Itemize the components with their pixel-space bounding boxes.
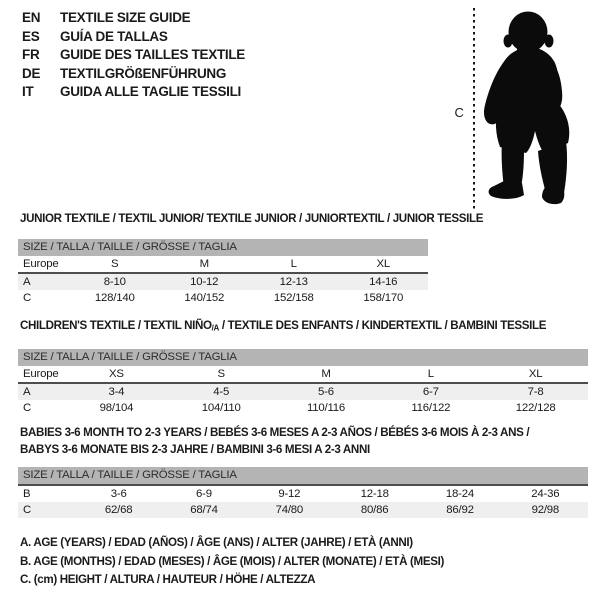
title-text: CHILDREN'S TEXTILE / TEXTIL NIÑO (20, 319, 212, 332)
size-band-label: SIZE / TALLA / TAILLE / GRÖSSE / TAGLIA (18, 239, 428, 256)
size-cell: 92/98 (503, 502, 588, 518)
size-cell: 5-6 (274, 383, 379, 400)
size-cell: 10-12 (160, 273, 250, 290)
language-row-it (22, 83, 245, 102)
size-cell: XL (376, 257, 391, 270)
size-band-row (18, 467, 588, 485)
size-cell: L (427, 367, 434, 380)
table-row (18, 256, 428, 273)
size-cell: 7-8 (483, 383, 588, 400)
table-row (18, 485, 588, 502)
table-row (18, 383, 588, 400)
row-label: A (18, 273, 70, 290)
language-code: ES (22, 28, 40, 44)
size-band-row (18, 239, 428, 256)
size-cell: 122/128 (515, 401, 556, 414)
footnote-a: A. AGE (YEARS) / EDAD (AÑOS) / ÂGE (ANS) / ALTER (JAHRE) / ETÀ (ANNI) (20, 536, 413, 549)
size-cell: 62/68 (76, 502, 161, 518)
language-code: IT (22, 84, 34, 99)
size-cell: 6-7 (378, 383, 483, 400)
size-cell: 8-10 (70, 273, 160, 290)
size-cell: M (199, 257, 209, 270)
title-subscript: /A (211, 323, 219, 333)
table-row (18, 366, 588, 383)
babies-textile-title (20, 424, 529, 458)
language-code: FR (22, 47, 40, 62)
size-cell: 104/110 (201, 401, 241, 414)
title-text: / TEXTILE DES ENFANTS / KINDERTEXTIL / BAMBINI TESSILE (218, 319, 547, 332)
row-label: C (18, 502, 76, 518)
table-row (18, 273, 428, 290)
footnote-b: B. AGE (MONTHS) / EDAD (MESES) / ÂGE (MOIS) / ALTER (MONATE) / ETÀ (MESI) (20, 554, 445, 568)
junior-size-table (18, 239, 428, 306)
height-dashed-line (473, 8, 475, 209)
size-cell: XL (528, 367, 543, 380)
row-label: Europe (23, 367, 59, 380)
toddler-silhouette-icon (480, 5, 595, 210)
language-row-es (22, 28, 245, 47)
size-band-row (18, 349, 588, 366)
title-line-1: BABIES 3-6 MONTH TO 2-3 YEARS / BEBÉS 3-6 MESES A 2-3 AÑOS / BÉBÉS 3-6 MOIS À 2-3 ANS / (20, 426, 530, 439)
size-cell: M (321, 367, 331, 380)
size-cell: L (290, 257, 297, 270)
babies-size-table (18, 467, 588, 518)
row-label: B (18, 485, 76, 502)
junior-textile-title: JUNIOR TEXTILE / TEXTIL JUNIOR/ TEXTILE JUNIOR / JUNIORTEXTIL / JUNIOR TESSILE (20, 212, 484, 225)
children-textile-title (20, 318, 546, 337)
language-code: DE (22, 65, 41, 81)
table-row (18, 502, 588, 518)
guide-title: GUIDA ALLE TAGLIE TESSILI (60, 84, 241, 99)
row-label: C (23, 291, 32, 304)
table-row (18, 290, 428, 306)
size-cell: 3-4 (64, 383, 169, 400)
size-cell: 24-36 (503, 485, 588, 502)
footnotes (20, 534, 444, 590)
row-label: Europe (23, 257, 59, 270)
row-label: A (18, 383, 64, 400)
size-cell: 80/86 (332, 502, 417, 518)
size-cell: 12-18 (332, 485, 417, 502)
size-cell: S (111, 257, 119, 270)
table-row (18, 400, 588, 416)
guide-title: GUIDE DES TAILLES TEXTILE (60, 47, 246, 62)
size-cell: 14-16 (339, 273, 429, 290)
language-row-fr (22, 46, 245, 65)
row-label: C (23, 401, 32, 414)
footnote-c: C. (cm) HEIGHT / ALTURA / HAUTEUR / HÖHE / ALTEZZA (20, 573, 316, 586)
size-cell: 18-24 (417, 485, 502, 502)
size-cell: 3-6 (76, 485, 161, 502)
size-cell: 4-5 (169, 383, 274, 400)
language-row-en (22, 9, 245, 28)
guide-title: TEXTILGRÖßENFÜHRUNG (60, 65, 227, 81)
language-code: EN (22, 10, 41, 25)
size-cell: 158/170 (363, 291, 404, 304)
size-cell: XS (109, 367, 124, 380)
size-band-label: SIZE / TALLA / TAILLE / GRÖSSE / TAGLIA (18, 349, 588, 366)
size-cell: S (217, 367, 225, 380)
size-cell: 12-13 (249, 273, 339, 290)
size-band-label: SIZE / TALLA / TAILLE / GRÖSSE / TAGLIA (18, 467, 588, 485)
size-cell: 116/122 (411, 401, 451, 414)
size-cell: 140/152 (184, 291, 225, 304)
children-size-table (18, 349, 588, 416)
size-cell: 9-12 (247, 485, 332, 502)
size-cell: 128/140 (94, 291, 135, 304)
size-cell: 68/74 (161, 502, 246, 518)
size-cell: 152/158 (273, 291, 314, 304)
language-guide (22, 9, 245, 102)
height-measure-label: C (454, 105, 464, 120)
title-line-2: BABYS 3-6 MONATE BIS 2-3 JAHRE / BAMBINI 3-6 MESI A 2-3 ANNI (20, 443, 370, 456)
size-cell: 86/92 (417, 502, 502, 518)
language-row-de (22, 65, 245, 84)
guide-title: TEXTILE SIZE GUIDE (60, 10, 191, 25)
size-cell: 6-9 (161, 485, 246, 502)
size-cell: 74/80 (247, 502, 332, 518)
size-cell: 110/116 (306, 401, 346, 414)
guide-title: GUÍA DE TALLAS (60, 28, 168, 44)
size-cell: 98/104 (99, 401, 134, 414)
